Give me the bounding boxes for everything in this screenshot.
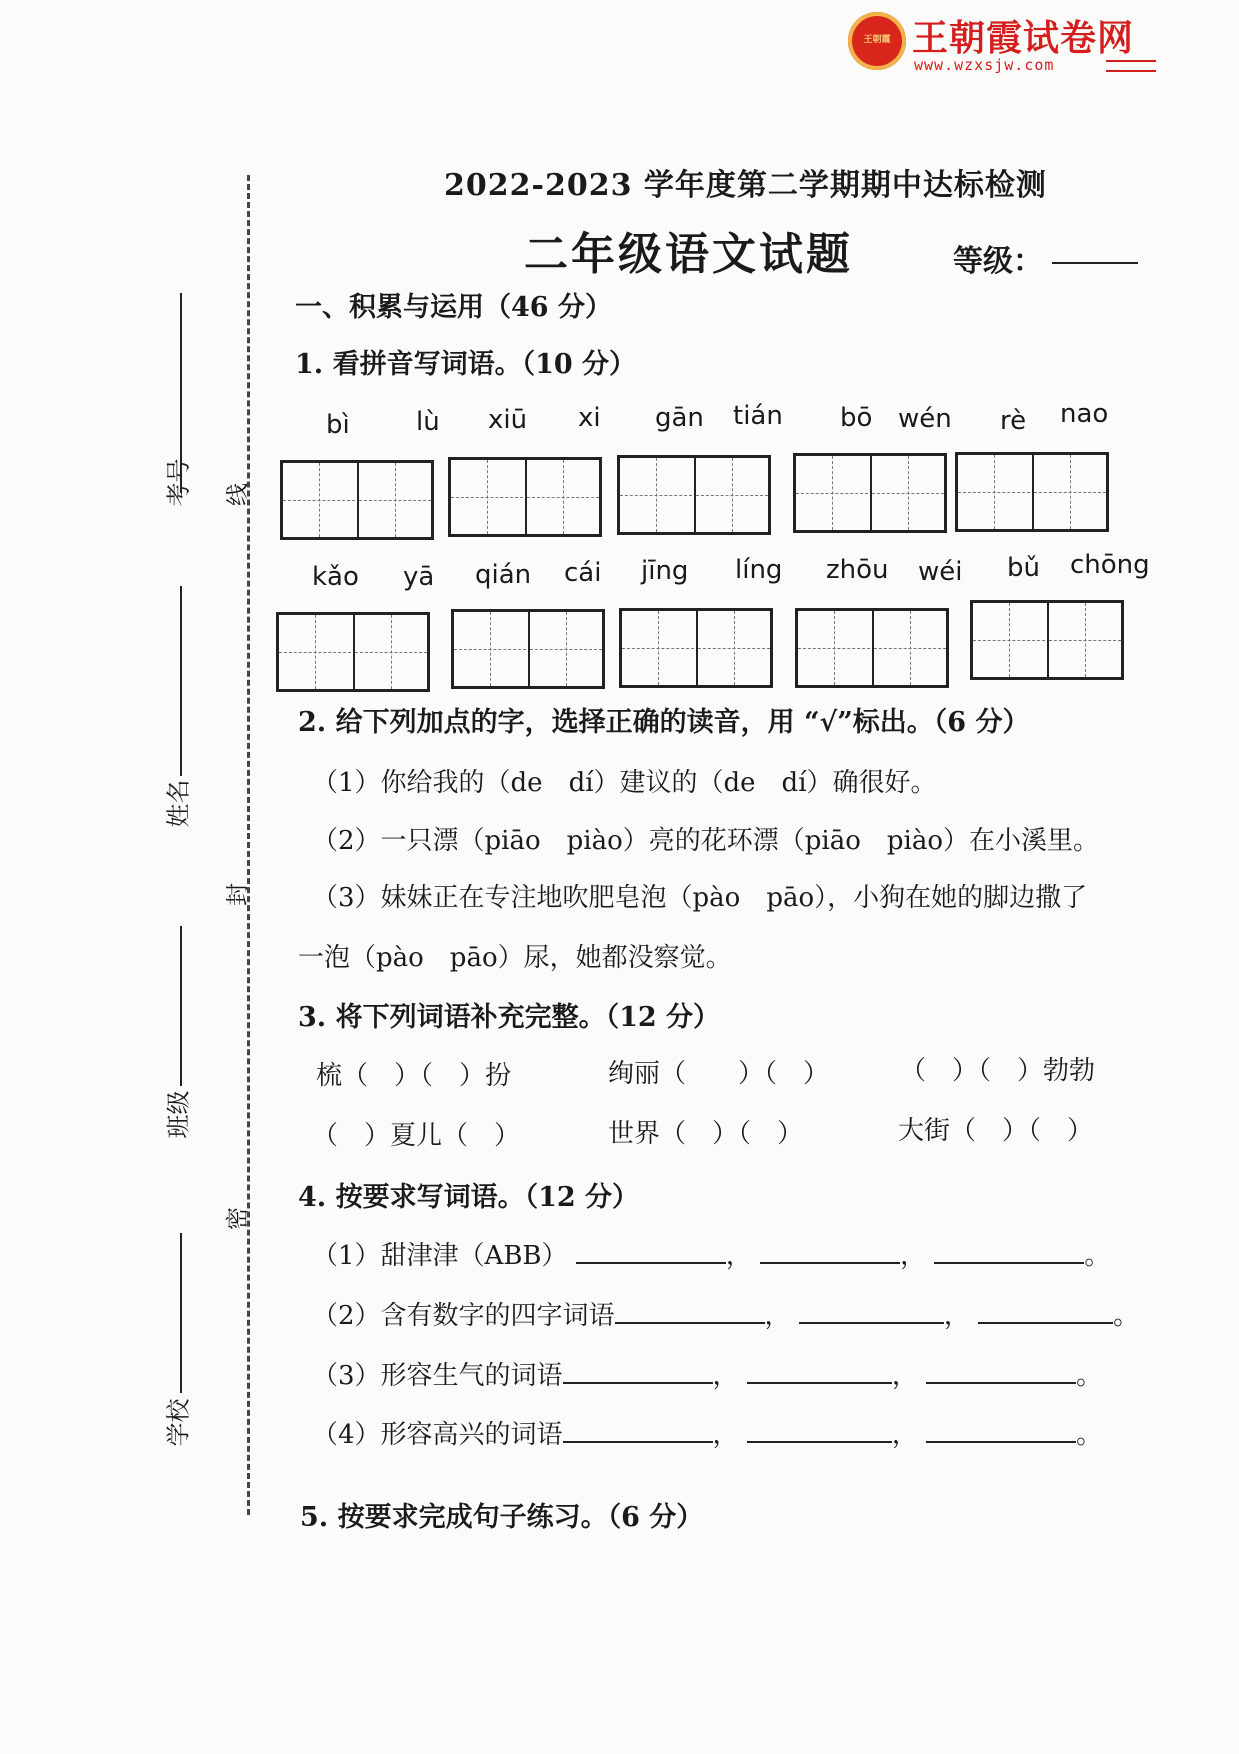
pinyin: yā (403, 562, 435, 592)
answer-blank[interactable] (563, 1358, 713, 1384)
binding-mark-secret: 密 (225, 1207, 251, 1230)
writing-box[interactable] (276, 612, 430, 692)
answer-blank[interactable] (926, 1417, 1076, 1443)
answer-blank[interactable] (934, 1238, 1084, 1264)
answer-blank[interactable] (978, 1298, 1113, 1324)
writing-box[interactable] (793, 453, 947, 533)
writing-box[interactable] (448, 457, 602, 537)
grade-label: 等级： (953, 244, 1043, 279)
question-2-line: （2）一只漂（piāo piào）亮的花环漂（piāo piào）在小溪里。 (312, 826, 1099, 856)
word-fill: （ ）（ ）勃勃 (900, 1056, 1096, 1086)
writing-box[interactable] (451, 609, 605, 689)
pinyin: gān (655, 403, 704, 433)
answer-blank[interactable] (926, 1358, 1076, 1384)
pinyin: wén (898, 404, 952, 434)
watermark-logo (848, 12, 1158, 74)
answer-blank[interactable] (747, 1358, 892, 1384)
school-blank[interactable] (180, 1233, 182, 1393)
watermark-name: 王朝霞试卷网 (912, 18, 1135, 59)
binding-dashed-line (247, 175, 250, 1515)
writing-box[interactable] (617, 455, 771, 535)
pinyin: tián (733, 401, 783, 431)
word-fill: 世界（ ）（ ） (608, 1119, 804, 1149)
word-task-prompt: （3）形容生气的词语 (312, 1361, 563, 1391)
writing-box[interactable] (280, 460, 434, 540)
question-2-title: 2. 给下列加点的字，选择正确的读音，用 “√”标出。（6 分） (298, 707, 1030, 738)
word-task: （1）甜津津（ABB） ， ， 。 (312, 1235, 1110, 1272)
pinyin: xiū (488, 405, 528, 435)
word-task: （3）形容生气的词语 ， ， 。 (312, 1355, 1102, 1392)
binding-mark-line: 线 (225, 483, 251, 506)
seal-icon: 王朝霞 (848, 12, 906, 70)
pinyin: bì (326, 410, 350, 440)
pinyin: cái (564, 558, 602, 588)
answer-blank[interactable] (799, 1298, 944, 1324)
word-fill: 绚丽（ ）（ ） (608, 1059, 830, 1089)
exam-number-label: 考号 (164, 458, 193, 507)
pinyin: jīng (641, 556, 689, 586)
pinyin: lù (416, 407, 440, 437)
watermark-underline (1106, 60, 1156, 72)
question-2-line: 一泡（pào pāo）尿，她都没察觉。 (298, 943, 732, 973)
word-fill: 梳（ ）（ ）扮 (316, 1061, 512, 1091)
exam-title: 2022-2023 学年度第二学期期中达标检测 (444, 168, 1047, 203)
pinyin: xi (578, 403, 601, 433)
question-1-title: 1. 看拼音写词语。（10 分） (295, 349, 637, 380)
question-2-line: （1）你给我的（de dí）建议的（de dí）确很好。 (312, 768, 937, 798)
name-blank[interactable] (180, 586, 182, 776)
exam-number-blank[interactable] (180, 293, 182, 493)
word-task: （4）形容高兴的词语 ， ， 。 (312, 1414, 1102, 1451)
question-4-title: 4. 按要求写词语。（12 分） (298, 1182, 640, 1213)
watermark-url: www.wzxsjw.com (914, 56, 1055, 74)
word-fill: 大街（ ）（ ） (898, 1116, 1094, 1146)
pinyin: rè (1000, 406, 1027, 436)
pinyin: chōng (1070, 550, 1150, 580)
answer-blank[interactable] (576, 1238, 726, 1264)
pinyin: wéi (918, 557, 963, 587)
exam-subtitle: 二年级语文试题 (524, 229, 853, 280)
grade-blank[interactable] (1052, 262, 1138, 264)
question-3-title: 3. 将下列词语补充完整。（12 分） (298, 1002, 721, 1033)
answer-blank[interactable] (747, 1417, 892, 1443)
pinyin: zhōu (826, 555, 889, 585)
pinyin: nao (1060, 399, 1109, 429)
answer-blank[interactable] (760, 1238, 900, 1264)
writing-box[interactable] (955, 452, 1109, 532)
word-task-prompt: （1）甜津津（ABB） (312, 1241, 568, 1271)
word-task-prompt: （4）形容高兴的词语 (312, 1420, 563, 1450)
class-blank[interactable] (180, 926, 182, 1086)
writing-box[interactable] (970, 600, 1124, 680)
writing-box[interactable] (619, 608, 773, 688)
word-task: （2）含有数字的四字词语 ， ， 。 (312, 1295, 1139, 1332)
school-label: 学校 (164, 1398, 193, 1447)
question-2-line: （3）妹妹正在专注地吹肥皂泡（pào pāo），小狗在她的脚边撒了 (312, 883, 1088, 913)
pinyin: qián (475, 560, 532, 590)
answer-blank[interactable] (563, 1417, 713, 1443)
writing-box[interactable] (795, 608, 949, 688)
binding-mark-seal: 封 (225, 883, 251, 906)
question-5-title: 5. 按要求完成句子练习。（6 分） (300, 1502, 704, 1533)
pinyin: líng (735, 555, 783, 585)
word-fill: （ ）夏儿（ ） (312, 1121, 521, 1151)
section-heading: 一、积累与运用（46 分） (295, 292, 612, 323)
class-label: 班级 (164, 1090, 193, 1139)
name-label: 姓名 (164, 779, 193, 828)
answer-blank[interactable] (615, 1298, 765, 1324)
pinyin: bǔ (1007, 553, 1040, 583)
word-task-prompt: （2）含有数字的四字词语 (312, 1301, 615, 1331)
pinyin: kǎo (312, 562, 359, 592)
pinyin: bō (840, 403, 873, 433)
